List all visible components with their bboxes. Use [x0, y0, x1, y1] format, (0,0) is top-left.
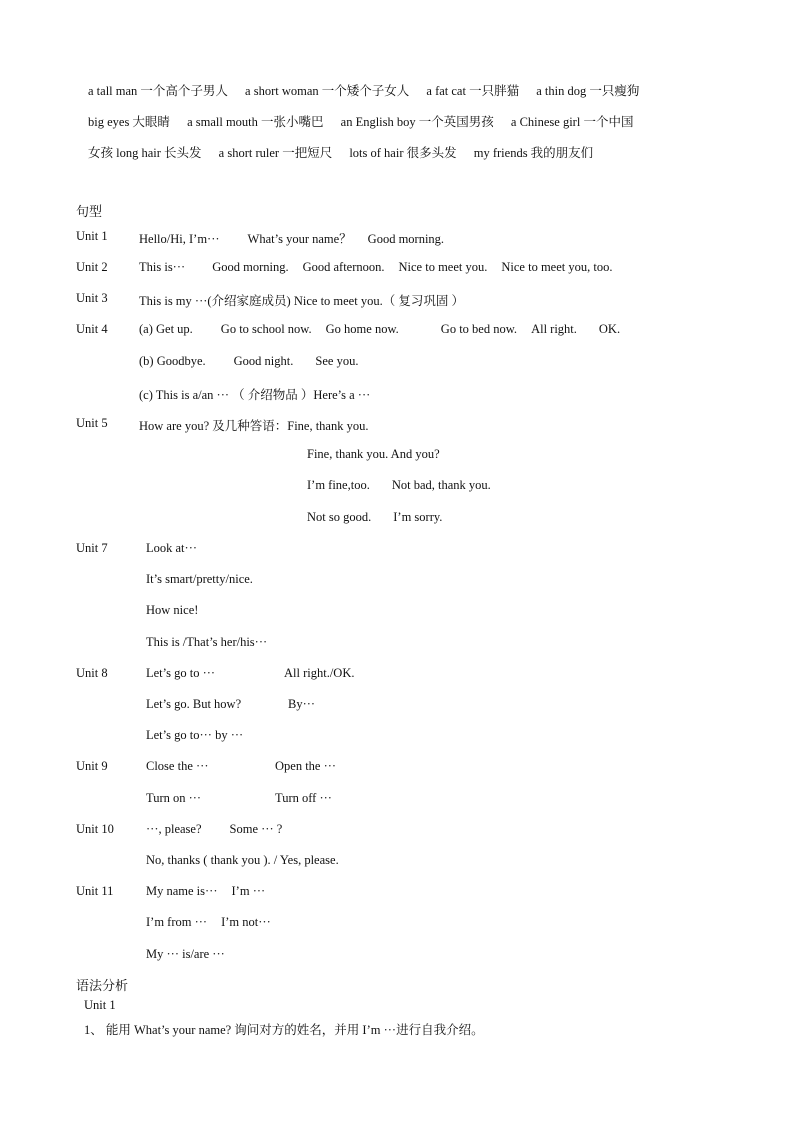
- sentence: My ··· is/are ···: [146, 947, 225, 961]
- sentence-line: [139, 291, 464, 309]
- sentence: I’m sorry.: [393, 510, 443, 524]
- sentence-line: [146, 697, 241, 712]
- sentence-line: [307, 447, 440, 462]
- sentence-line: [139, 416, 368, 434]
- sentence: ···, please?: [146, 822, 202, 836]
- unit-label: Unit 9: [76, 759, 108, 773]
- sentence: What’s your name？: [247, 232, 352, 246]
- sentence: Not so good.: [307, 510, 372, 524]
- vocab-phrase: a Chinese girl 一个中国: [510, 115, 634, 129]
- sentence: I’m fine,too.: [307, 478, 370, 492]
- sentence: Good night.: [233, 354, 294, 368]
- sentence: Turn off ···: [275, 791, 332, 805]
- sentence-line: [146, 759, 208, 774]
- sentence: Open the ···: [275, 759, 337, 773]
- sentence: Hello/Hi, I’m···: [139, 232, 220, 246]
- sentence: This is my ···(介绍家庭成员) Nice to meet you.（ 复习巩固 ）: [139, 294, 464, 308]
- sentence: I’m from ···: [146, 915, 208, 929]
- sentence-line: [146, 572, 253, 587]
- sentence: Go to school now.: [220, 322, 312, 336]
- sentence: Let’s go to ···: [146, 666, 216, 680]
- sentence: (c) This is a/an ··· （ 介绍物品 ）Here’s a ···: [139, 388, 371, 402]
- sentence-line: [146, 822, 282, 837]
- section-heading-grammar: 语法分析: [76, 978, 129, 993]
- sentence-line: [288, 697, 315, 712]
- vocab-phrase: an English boy 一个英国男孩: [340, 115, 494, 129]
- vocab-phrase: 女孩 long hair 长头发: [88, 146, 202, 160]
- vocab-phrase: big eyes 大眼睛: [88, 115, 170, 129]
- unit-label: Unit 1: [76, 229, 108, 243]
- sentence: Let’s go to··· by ···: [146, 728, 244, 742]
- sentence-line: [146, 915, 271, 930]
- sentence: OK.: [598, 322, 621, 336]
- sentence-line: [146, 666, 215, 681]
- sentence: How are you? 及几种答语：Fine, thank you.: [139, 419, 369, 433]
- vocab-phrase: my friends 我的朋友们: [473, 146, 594, 160]
- sentence-line: [146, 947, 225, 962]
- grammar-unit-label: Unit 1: [84, 998, 116, 1012]
- vocab-phrase: lots of hair 很多头发: [349, 146, 457, 160]
- sentence: All right.: [531, 322, 577, 336]
- vocab-phrase: a short woman 一个矮个子女人: [245, 84, 410, 98]
- sentence: Good morning.: [212, 260, 289, 274]
- sentence-line: [146, 791, 201, 806]
- sentence: No, thanks ( thank you ). / Yes, please.: [146, 853, 339, 867]
- sentence: (a) Get up.: [139, 322, 193, 336]
- sentence: This is···: [139, 260, 186, 274]
- sentence-line: [275, 791, 332, 806]
- sentence-line: [139, 229, 444, 247]
- vocab-phrase: a small mouth 一张小嘴巴: [187, 115, 324, 129]
- sentence-line: [146, 603, 198, 618]
- unit-label: Unit 10: [76, 822, 114, 836]
- sentence: Fine, thank you. And you?: [307, 447, 440, 461]
- sentence-line: [307, 510, 442, 525]
- sentence-line: [307, 478, 491, 493]
- sentence: How nice!: [146, 603, 199, 617]
- section-heading-sentence-patterns: 句型: [76, 204, 103, 219]
- unit-label: Unit 3: [76, 291, 108, 305]
- sentence: By···: [288, 697, 316, 711]
- grammar-item: 1、 能用 What’s your name? 询问对方的姓名，并用 I’m ···进行自我介绍。: [84, 1023, 484, 1037]
- unit-label: Unit 2: [76, 260, 108, 274]
- sentence: Go home now.: [325, 322, 399, 336]
- sentence: I’m not···: [221, 915, 271, 929]
- sentence: Nice to meet you.: [398, 260, 488, 274]
- unit-label: Unit 4: [76, 322, 108, 336]
- sentence: My name is···: [146, 884, 218, 898]
- sentence-line: [146, 884, 265, 899]
- sentence-line: [139, 260, 612, 275]
- vocab-phrase: a fat cat 一只胖猫: [426, 84, 520, 98]
- sentence-line: [139, 385, 370, 403]
- sentence-line: [146, 635, 267, 650]
- vocab-phrase: a short ruler 一把短尺: [218, 146, 333, 160]
- sentence: Not bad, thank you.: [391, 478, 491, 492]
- unit-label: Unit 8: [76, 666, 108, 680]
- sentence-line: [146, 728, 243, 743]
- sentence: Go to bed now.: [440, 322, 518, 336]
- vocab-phrase: a thin dog 一只瘦狗: [536, 84, 640, 98]
- sentence: Good afternoon.: [302, 260, 385, 274]
- sentence: Turn on ···: [146, 791, 202, 805]
- vocab-line: [88, 111, 728, 142]
- sentence-line: [139, 322, 620, 337]
- sentence-line: [146, 853, 339, 868]
- sentence: Some ··· ?: [229, 822, 283, 836]
- sentence: (b) Goodbye.: [139, 354, 206, 368]
- unit-label: Unit 5: [76, 416, 108, 430]
- sentence-line: [284, 666, 354, 681]
- sentence-line: [275, 759, 336, 774]
- vocab-line: [88, 80, 728, 111]
- sentence: I’m ···: [231, 884, 266, 898]
- sentence: Let’s go. But how?: [146, 697, 242, 711]
- vocab-phrase: a tall man 一个高个子男人: [88, 84, 228, 98]
- sentence-line: [146, 541, 197, 556]
- vocab-line: [88, 142, 728, 173]
- sentence: This is /That’s her/his···: [146, 635, 268, 649]
- unit-label: Unit 11: [76, 884, 114, 898]
- sentence: Good morning.: [367, 232, 445, 246]
- sentence: See you.: [315, 354, 359, 368]
- sentence: Nice to meet you, too.: [501, 260, 613, 274]
- vocabulary-phrases: [88, 80, 728, 173]
- unit-label: Unit 7: [76, 541, 108, 555]
- sentence-line: [139, 354, 358, 369]
- sentence: Look at···: [146, 541, 198, 555]
- sentence: Close the ···: [146, 759, 209, 773]
- sentence: It’s smart/pretty/nice.: [146, 572, 253, 586]
- sentence: All right./OK.: [284, 666, 355, 680]
